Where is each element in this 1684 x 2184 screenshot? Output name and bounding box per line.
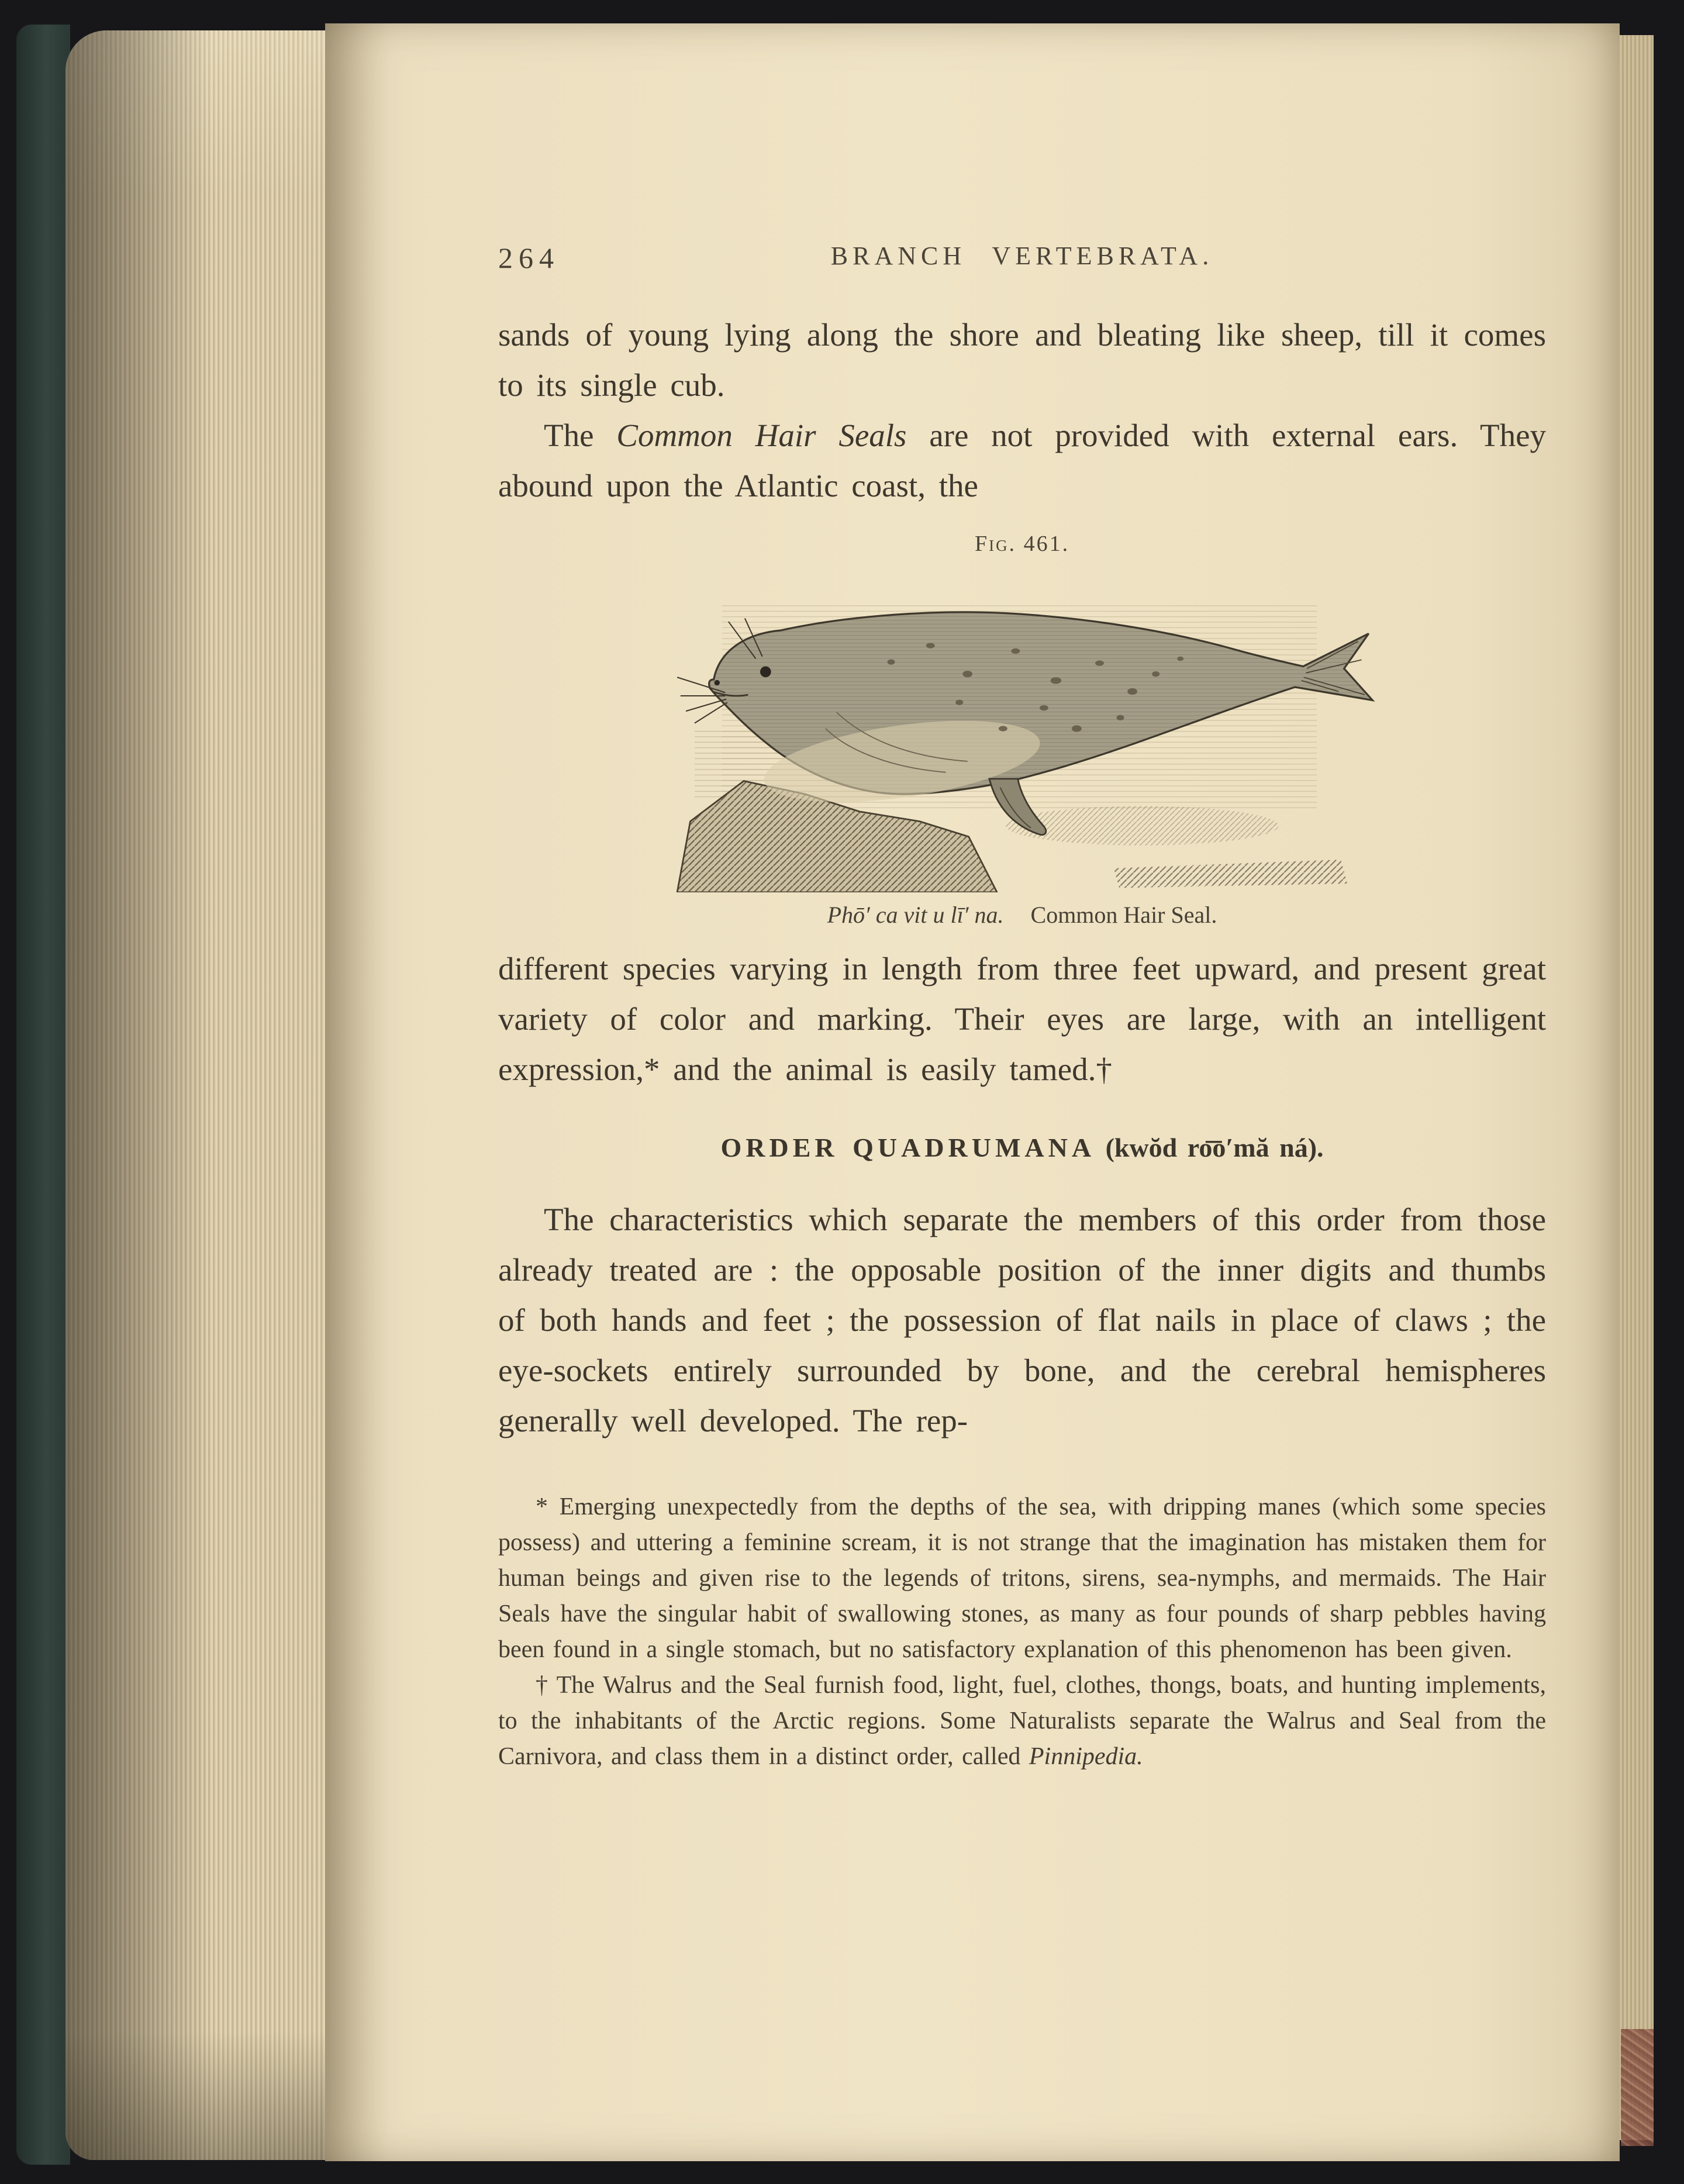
paragraph-text: sands of young lying along the shore and bleating like sheep, till it comes to its single cub. [498, 317, 1546, 403]
figure-label-fig: Fig. [974, 532, 1017, 556]
paragraph-seal-young [498, 310, 1546, 410]
ground-shadow [1006, 806, 1347, 888]
paragraph-hair-seals [498, 410, 1546, 511]
caption-common-name: Common Hair Seal. [1030, 902, 1217, 928]
section-heading-quadrumana [498, 1132, 1546, 1163]
footnote-dagger [498, 1668, 1546, 1775]
figure-caption [498, 901, 1546, 929]
page-edge-stack [65, 30, 330, 2160]
footnote-text: † The Walrus and the Seal furnish food, light, fuel, clothes, thongs, boats, and hunting implements, to the inhabitants of the Arctic regions. Some Naturalists separate the Walrus and Seal from the Carnivora, and class them in a distinct order, called [498, 1672, 1546, 1770]
page-content [498, 241, 1546, 1775]
caption-latin-name: Phō′ ca vit u lī′ na. [827, 902, 1004, 928]
footnotes-block [498, 1489, 1546, 1775]
book-edge-marbling [1621, 2029, 1654, 2146]
book-cover-spine [16, 25, 70, 2165]
order-name: ORDER QUADRUMANA [720, 1133, 1096, 1162]
paragraph-text: The characteristics which separate the members of this order from those already treated are : the opposable position of the inner digits and thumbs of both hands and feet ; the possession of flat nails in place of claws ; the eye-sockets entirely surrounded by bone, and the cerebral hemispheres generally well developed. The rep- [498, 1202, 1546, 1438]
next-page-edge [1620, 35, 1654, 2140]
figure-label [498, 531, 1546, 557]
seal-illustration [642, 565, 1402, 892]
paragraph-text: are not provided with external ears. They abound upon the Atlantic coast, the [498, 418, 1546, 503]
page-number: 264 [498, 241, 560, 274]
order-pronunciation: (kwŏd ro͞o′mă ná). [1095, 1133, 1324, 1162]
footnote-text: * Emerging unexpectedly from the depths of the sea, with dripping manes (which some species possess) and uttering a feminine scream, it is not strange that the imagination has mistaken them for human beings and given rise to the legends of tritons, sirens, sea-nymphs, and mermaids. The Hair Seals have the singular habit of swallowing stones, as many as four pounds of sharp pebbles having been found in a single stomach, but no satisfactory explanation of this phenomenon has been given. [498, 1493, 1546, 1663]
book-page [325, 23, 1620, 2161]
species-name-italic: Common Hair Seals [616, 418, 907, 453]
page-header [498, 241, 1546, 283]
running-head: BRANCH VERTEBRATA. [830, 241, 1214, 270]
figure-label-number: 461. [1016, 532, 1070, 556]
footnote-asterisk [498, 1489, 1546, 1668]
footnote-italic-term: Pinnipedia. [1029, 1743, 1143, 1770]
figure-461 [498, 531, 1546, 929]
paragraph-text: different species varying in length from three feet upward, and present great variety of color and marking. Their eyes are large, with an intelligent expression,* and the animal is easily tamed.† [498, 951, 1546, 1087]
paragraph-species-variety [498, 944, 1546, 1095]
paragraph-quadrumana [498, 1195, 1546, 1446]
paragraph-text: The [544, 418, 617, 453]
